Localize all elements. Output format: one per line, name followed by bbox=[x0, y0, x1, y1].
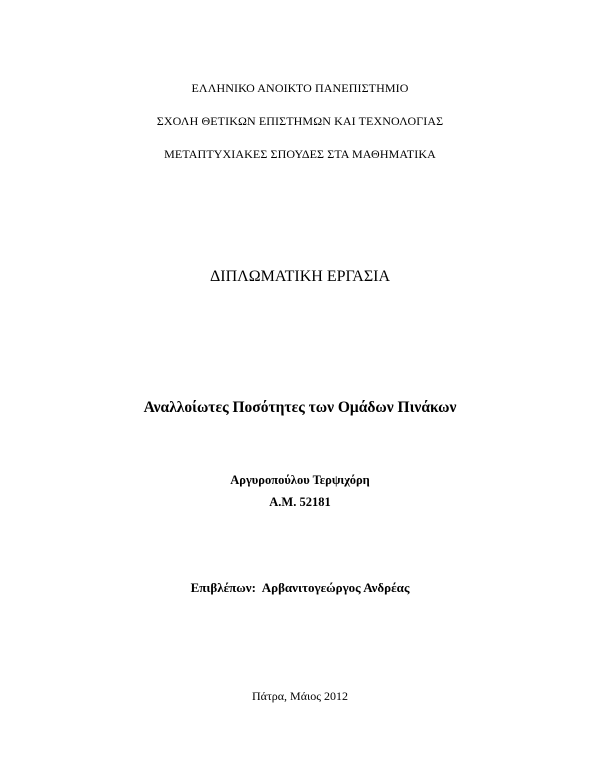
author-name: Αργυροπούλου Τερψιχόρη bbox=[230, 473, 370, 487]
supervisor: Επιβλέπων: Αρβανιτογεώργος Ανδρέας bbox=[190, 580, 410, 595]
program-name: ΜΕΤΑΠΤΥΧΙΑΚΕΣ ΣΠΟΥΔΕΣ ΣΤΑ ΜΑΘΗΜΑΤΙΚΑ bbox=[164, 147, 436, 161]
document-type: ΔΙΠΛΩΜΑΤΙΚΗ ΕΡΓΑΣΙΑ bbox=[209, 268, 391, 285]
school-name: ΣΧΟΛΗ ΘΕΤΙΚΩΝ ΕΠΙΣΤΗΜΩΝ ΚΑΙ ΤΕΧΝΟΛΟΓΙΑΣ bbox=[156, 114, 444, 128]
university-name: ΕΛΛΗΝΙΚΟ ΑΝΟΙΚΤΟ ΠΑΝΕΠΙΣΤΗΜΙΟ bbox=[191, 81, 409, 95]
author-registration: Α.Μ. 52181 bbox=[269, 495, 331, 509]
place-date: Πάτρα, Μάιος 2012 bbox=[252, 689, 348, 703]
thesis-title: Αναλλοίωτες Ποσότητες των Ομάδων Πινάκων bbox=[143, 399, 457, 416]
